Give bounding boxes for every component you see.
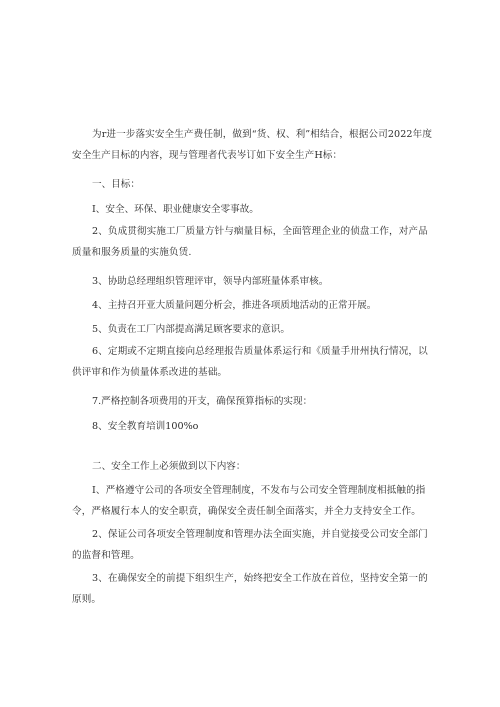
goal-item-7: 7.严格控制各项费用的开支，确保预算指标的实现： [92, 396, 313, 407]
goal-item-8: 8、安全教育培训100%o [92, 421, 199, 432]
section-2-heading: 二、安全工作上必须做到以下内容： [92, 461, 246, 472]
goal-item-5: 5、负责在工厂内部提高满足顾客要求的意识。 [92, 324, 290, 335]
safety-item-2: 2、保证公司各项安全管理制度和管理办法全面实施，并自觉接受公司安全部门的监督和管理。 [72, 529, 428, 561]
section-1-heading: 一、目标： [92, 179, 140, 190]
goal-item-1: I、安全、环保、职业健康安全零事故。 [92, 204, 259, 215]
goal-item-2: 2、负成贯彻实施工厂质量方针与痼量目标，全面管理企业的侦盘工作，对产品质量和服务质量的实施负赁. [72, 226, 428, 258]
goal-item-3: 3、协助总经理组织管理评审，领导内部班量体系审核。 [92, 276, 329, 287]
goal-item-4: 4、主持召开亚大质量问题分析会，推进各项质地活动的正常开展。 [92, 300, 377, 311]
goal-item-6: 6、定期或不定期直接向总经理报告质量体系运行和《质量手卅州执行情况，以供评审和作为侦量体系改进的基础。 [72, 346, 428, 378]
safety-item-3: 3、在确保安全的前提下组织生产，始终把安全工作放在首位，坚持安全第一的原则。 [72, 573, 428, 605]
intro-paragraph: 为r进一步落实安全生产费任制，做到“货、权、利”相结合，根据公司2022年度安全生产目标的内容，现与管理者代表岑订如下安全生产H标： [72, 129, 433, 161]
safety-item-1: I、严格遵守公司的各项安全管理制度，不发布与公司安全管理制度相抵触的指令，严格履行本人的安全职贲，确保安全责任制全面落实，并全力支持安全工作。 [72, 485, 426, 517]
